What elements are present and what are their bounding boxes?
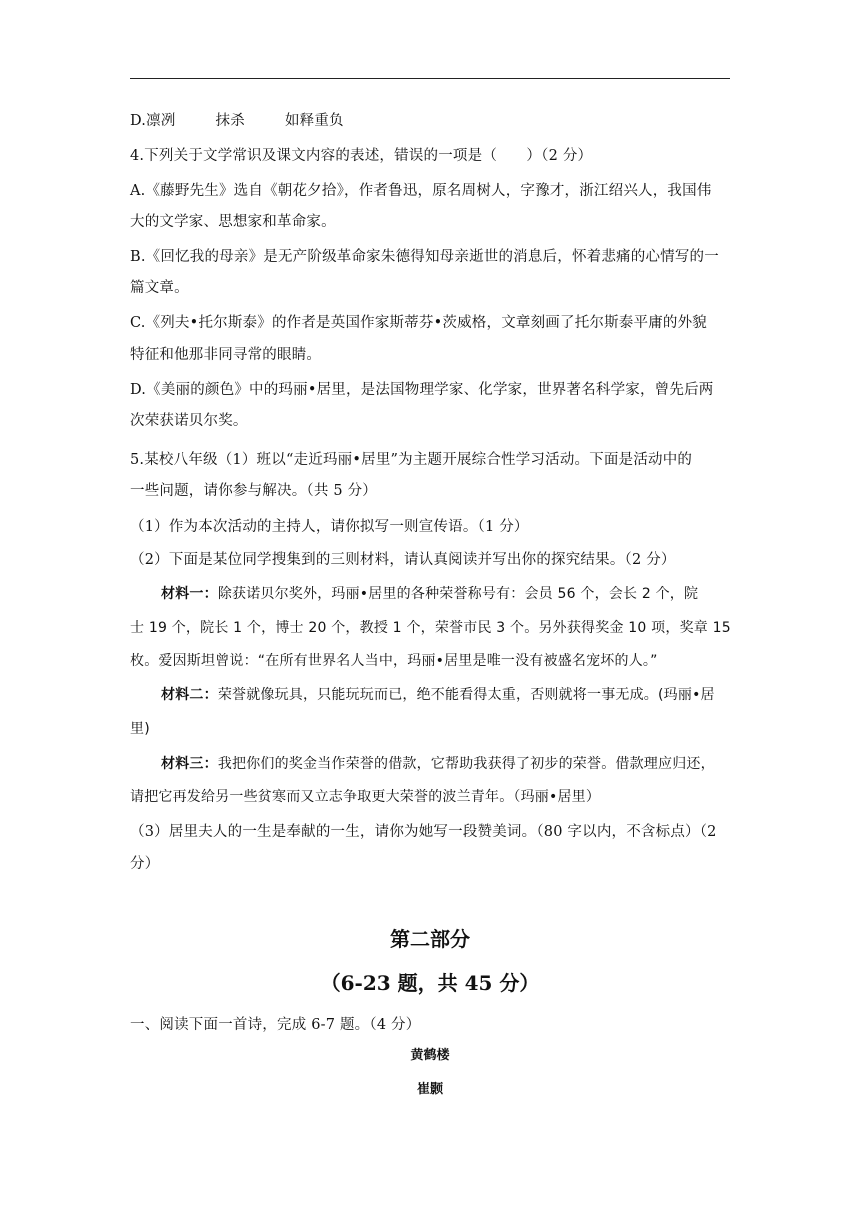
q5-sub2: （2）下面是某位同学搜集到的三则材料，请认真阅读并写出你的探究结果。（2 分） [130,552,676,568]
section1-heading: 一、阅读下面一首诗，完成 6-7 题。（4 分） [130,1017,421,1033]
q5-sub1: （1）作为本次活动的主持人，请你拟写一则宣传语。（1 分） [130,519,529,535]
material-1-line3: 枚。爱因斯坦曾说：“在所有世界名人当中，玛丽•居里是唯一没有被盛名宠坏的人。” [130,653,658,669]
header-rule [130,78,730,79]
q4-option-b-line2: 篇文章。 [130,280,189,296]
material-1-line1: 材料一：除获诺贝尔奖外，玛丽•居里的各种荣誉称号有：会员 56 个，会长 2 个，院 [161,586,699,602]
part2-title: 第二部分 [390,927,470,951]
q4-option-b-line1: B.《回忆我的母亲》是无产阶级革命家朱德得知母亲逝世的消息后，怀着悲痛的心情写的一 [130,249,719,265]
option-d-word-3: 如释重负 [284,113,344,129]
q4-option-d-line1: D.《美丽的颜色》中的玛丽•居里，是法国物理学家、化学家，世界著名科学家，曾先后两 [130,382,714,398]
q4-option-a-line2: 大的文学家、思想家和革命家。 [130,214,336,230]
option-d-word-2: 抹杀 [215,113,245,129]
material-2-line1: 材料二：荣誉就像玩具，只能玩玩而已，绝不能看得太重，否则就将一事无成。(玛丽•居 [161,687,715,703]
q3-option-d [130,111,730,131]
material-1-line2: 士 19 个，院长 1 个，博士 20 个，教授 1 个，荣誉市民 3 个。另外获得奖金 10 项，奖章 15 [130,620,731,636]
material-2-label: 材料二： [161,687,218,703]
material-1-label: 材料一： [161,586,218,602]
q4-option-a-line1: A.《藤野先生》选自《朝花夕拾》，作者鲁迅，原名周树人，字豫才，浙江绍兴人，我国伟 [130,183,712,199]
poem-author: 崔颢 [416,1082,443,1097]
material-3-line1: 材料三：我把你们的奖金当作荣誉的借款，它帮助我获得了初步的荣誉。借款理应归还， [161,756,715,772]
material-2-line2: 里) [130,721,150,737]
part2-subtitle: （6-23 题，共 45 分） [320,971,540,995]
q4-stem: 4.下列关于文学常识及课文内容的表述，错误的一项是（ ）（2 分） [130,148,593,164]
q4-option-c-line2: 特征和他那非同寻常的眼睛。 [130,347,322,363]
poem-title: 黄鹤楼 [410,1048,450,1063]
q5-stem-line2: 一些问题，请你参与解决。（共 5 分） [130,483,377,499]
q5-stem-line1: 5.某校八年级（1）班以“走近玛丽•居里”为主题开展综合性学习活动。下面是活动中的 [130,452,693,468]
q4-option-c-line1: C.《列夫•托尔斯泰》的作者是英国作家斯蒂芬•茨威格，文章刻画了托尔斯泰平庸的外貌 [130,315,707,331]
option-d-word-1: D.凛冽 [130,113,176,129]
q5-sub3-line1: （3）居里夫人的一生是奉献的一生，请你为她写一段赞美词。（80 字以内，不含标点）（2 [130,824,717,840]
material-3-line2: 请把它再发给另一些贫寒而又立志争取更大荣誉的波兰青年。（玛丽•居里） [130,789,601,805]
material-3-label: 材料三： [161,756,218,772]
q5-sub3-line2: 分） [130,856,160,872]
q4-option-d-line2: 次荣获诺贝尔奖。 [130,413,248,429]
